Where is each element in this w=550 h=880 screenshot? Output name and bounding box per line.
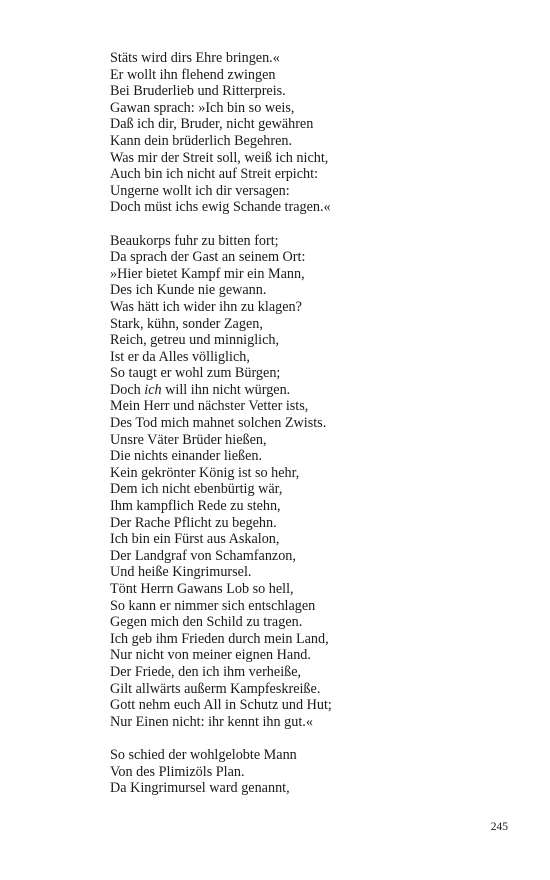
verse-line: Auch bin ich nicht auf Streit erpicht: [110,166,319,183]
page-number: 245 [490,821,508,833]
verse-line: So schied der wohlgelobte Mann [110,746,297,763]
verse-line: Tönt Herrn Gawans Lob so hell, [110,581,294,597]
verse-line: Was hätt ich wider ihn zu klagen? [110,298,302,315]
verse-line: Daß ich dir, Bruder, nicht gewähren [110,116,314,133]
verse-line: Ich geb ihm Frieden durch mein Land, [110,630,329,647]
verse-line: Ihm kampflich Rede zu stehn, [110,498,281,515]
verse-line: Gilt allwärts außerm Kampfeskreiße. [110,680,321,697]
verse-line: Ist er da Alles völliglich, [110,348,250,365]
verse-line: Kann dein brüderlich Begehren. [110,132,293,149]
verse-line: Gawan sprach: »Ich bin so weis, [110,99,295,116]
verse-line: Der Friede, den ich ihm verheiße, [110,663,302,680]
verse-line: Gegen mich den Schild zu tragen. [110,614,303,631]
verse-line: Gott nehm euch All in Schutz und Hut; [110,697,332,714]
verse-line: Reich, getreu und minniglich, [110,332,280,349]
stanza-3 [110,747,510,797]
verse-line: Ich bin ein Fürst aus Askalon, [110,531,280,548]
verse-line: Des Tod mich mahnet solchen Zwists. [110,415,327,432]
verse-line-with-emphasis [110,382,510,399]
verse-line: Nur Einen nicht: ihr kennt ihn gut.« [110,713,313,730]
poem-text [110,50,510,797]
verse-line: Unsre Väter Brüder hießen, [110,431,267,448]
verse-line: Ungerne wollt ich dir versagen: [110,182,290,199]
verse-line: Beaukorps fuhr zu bitten fort; [110,232,279,249]
stanza-2 [110,233,510,731]
verse-line: Stark, kühn, sonder Zagen, [110,315,263,332]
emphasized-word: ich [144,381,162,398]
verse-line: Da sprach der Gast an seinem Ort: [110,249,306,266]
verse-line: Mein Herr und nächster Vetter ists, [110,398,309,415]
verse-line: Stäts wird dirs Ehre bringen.« [110,50,280,66]
verse-line: Er wollt ihn flehend zwingen [110,66,276,83]
verse-line: So kann er nimmer sich entschlagen [110,597,316,614]
verse-text: will ihn nicht würgen. [161,381,291,398]
verse-line: Kein gekrönter König ist so hehr, [110,464,300,481]
verse-line: Der Rache Pflicht zu begehn. [110,514,277,531]
verse-line: Doch müst ichs ewig Schande tragen.« [110,199,331,216]
verse-line: Was mir der Streit soll, weiß ich nicht, [110,149,329,166]
verse-line: Nur nicht von meiner eignen Hand. [110,647,311,664]
verse-line: Und heiße Kingrimursel. [110,564,252,581]
verse-line: »Hier bietet Kampf mir ein Mann, [110,265,305,282]
verse-line: Der Landgraf von Schamfanzon, [110,547,296,564]
verse-line: Die nichts einander ließen. [110,448,263,465]
verse-line: Von des Plimizöls Plan. [110,763,245,780]
verse-line: So taugt er wohl zum Bürgen; [110,365,281,382]
verse-line: Bei Bruderlieb und Ritterpreis. [110,83,286,100]
verse-line: Des ich Kunde nie gewann. [110,282,267,299]
verse-line: Dem ich nicht ebenbürtig wär, [110,481,283,498]
stanza-1 [110,50,510,216]
verse-text: Doch [110,381,145,398]
verse-line: Da Kingrimursel ward genannt, [110,780,290,797]
